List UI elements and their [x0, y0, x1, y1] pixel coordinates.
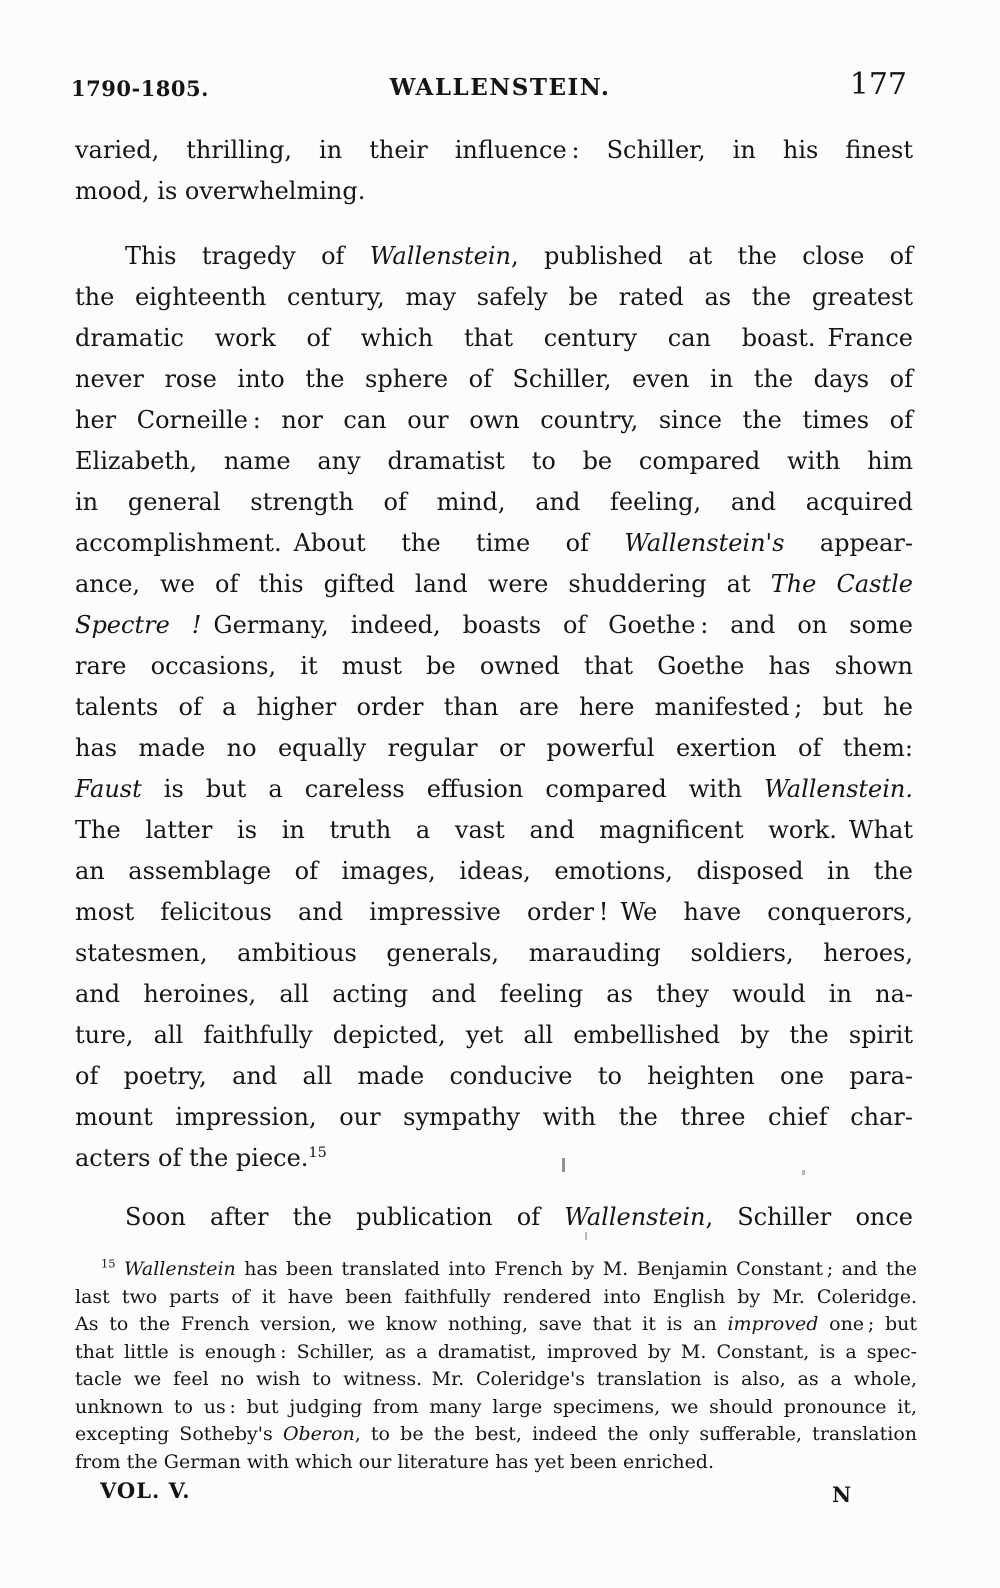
- text-line: [75, 1256, 917, 1284]
- text-run: ance, we of this gifted land were shuddering at: [75, 570, 771, 598]
- text-line: [75, 974, 913, 1015]
- text-run: [116, 1258, 124, 1280]
- text-run: one ; but: [818, 1313, 918, 1335]
- text-run: The latter is in truth a vast and magnificent work. What: [75, 816, 913, 844]
- italic-text: Wallenstein: [564, 1203, 706, 1231]
- text-line: [75, 1339, 917, 1367]
- scan-artifact: [585, 1232, 587, 1240]
- footnote-15: [75, 1256, 917, 1476]
- text-line: [75, 441, 913, 482]
- text-line: [75, 1197, 913, 1238]
- text-run: Germany, indeed, boasts of Goethe : and on some: [201, 611, 913, 639]
- text-line: [75, 1097, 913, 1138]
- paragraph-continuation: [75, 130, 913, 212]
- italic-text: Wallenstein.: [764, 775, 913, 803]
- text-run: has been translated into French by M. Benjamin Constant ; and the: [235, 1258, 917, 1280]
- text-line: [75, 728, 913, 769]
- text-line: [75, 1056, 913, 1097]
- text-line: [75, 400, 913, 441]
- text-run: mount impression, our sympathy with the three chief char-: [75, 1103, 913, 1131]
- text-run: , published at the close of: [511, 242, 913, 270]
- text-run: appear-: [784, 529, 913, 557]
- italic-text: Wallenstein: [369, 242, 511, 270]
- text-line: [75, 933, 913, 974]
- text-line: [75, 851, 913, 892]
- text-line: [75, 769, 913, 810]
- text-run: talents of a higher order than are here manifested ; but he: [75, 693, 913, 721]
- text-line: [75, 1421, 917, 1449]
- text-line: [75, 236, 913, 277]
- text-run: tacle we feel no wish to witness. Mr. Coleridge's translation is also, as a whole,: [75, 1368, 917, 1390]
- text-run: excepting Sotheby's: [75, 1423, 283, 1445]
- text-run: never rose into the sphere of Schiller, even in the days of: [75, 365, 913, 393]
- text-run: in general strength of mind, and feeling, and acquired: [75, 488, 913, 516]
- text-run: an assemblage of images, ideas, emotions, disposed in the: [75, 857, 913, 885]
- text-line: [75, 1311, 917, 1339]
- text-line: [75, 171, 913, 212]
- text-line: [75, 564, 913, 605]
- scan-artifact: [562, 1158, 565, 1172]
- text-run: of poetry, and all made conducive to heighten one para-: [75, 1062, 913, 1090]
- scan-artifact: [802, 1170, 805, 1175]
- text-line: [75, 130, 913, 171]
- text-run: dramatic work of which that century can boast. France: [75, 324, 913, 352]
- text-run: last two parts of it have been faithfully rendered into English by Mr. Coleridge.: [75, 1285, 917, 1308]
- text-line: [75, 1015, 913, 1056]
- text-run: Elizabeth, name any dramatist to be compared with him: [75, 447, 913, 475]
- text-line: [75, 892, 913, 933]
- italic-text: The Castle: [770, 570, 913, 598]
- paragraph-soon-after: [75, 1197, 913, 1238]
- page-header: [71, 67, 925, 104]
- text-line: [75, 1366, 917, 1394]
- text-run: Soon after the publication of: [125, 1203, 565, 1231]
- text-line: [75, 482, 913, 523]
- text-run: the eighteenth century, may safely be rated as the greatest: [75, 283, 913, 311]
- text-line: [75, 523, 913, 564]
- text-run: that little is enough : Schiller, as a dramatist, improved by M. Constant, is a spec-: [75, 1340, 917, 1363]
- paragraph-wallenstein-tragedy: [75, 236, 913, 1179]
- text-line: [75, 1449, 917, 1477]
- italic-text: Oberon: [282, 1423, 355, 1445]
- signature-mark: N: [832, 1482, 852, 1507]
- text-run: , Schiller once: [705, 1203, 913, 1231]
- date-range-label: 1790-1805.: [71, 76, 209, 101]
- text-line: [75, 318, 913, 359]
- text-run: her Corneille : nor can our own country, since the times of: [75, 406, 913, 434]
- text-line: [75, 646, 913, 687]
- text-run: ture, all faithfully depicted, yet all embellished by the spirit: [75, 1021, 913, 1049]
- text-run: accomplishment. About the time of: [75, 529, 625, 557]
- text-run: statesmen, ambitious generals, marauding soldiers, heroes,: [75, 939, 913, 967]
- text-run: varied, thrilling, in their influence : Schiller, in his finest: [75, 136, 913, 164]
- text-run: has made no equally regular or powerful exertion of them:: [75, 734, 913, 762]
- italic-text: Spectre !: [75, 611, 202, 639]
- text-line: [75, 1394, 917, 1422]
- text-run: unknown to us : but judging from many large specimens, we should pronounce it,: [75, 1395, 917, 1418]
- footnote-reference: 15: [101, 1256, 116, 1271]
- text-run: As to the French version, we know nothing, save that it is an: [75, 1313, 728, 1335]
- italic-text: Wallenstein's: [624, 529, 785, 557]
- text-line: [75, 359, 913, 400]
- page-number: 177: [849, 67, 907, 102]
- italic-text: improved: [727, 1313, 819, 1335]
- page-body: [75, 130, 913, 1238]
- text-run: and heroines, all acting and feeling as they would in na-: [75, 980, 913, 1008]
- text-run: rare occasions, it must be owned that Goethe has shown: [75, 652, 913, 680]
- text-line: [75, 1138, 913, 1179]
- italic-text: Faust: [75, 775, 142, 803]
- text-run: acters of the piece.: [75, 1144, 309, 1172]
- running-title: WALLENSTEIN.: [389, 74, 611, 101]
- italic-text: Wallenstein: [123, 1258, 236, 1280]
- text-line: [75, 605, 913, 646]
- text-run: from the German with which our literature has yet been enriched.: [75, 1450, 715, 1473]
- footnote-reference: 15: [308, 1145, 327, 1161]
- text-run: mood, is overwhelming.: [75, 177, 366, 205]
- text-line: [75, 277, 913, 318]
- text-run: This tragedy of: [125, 242, 370, 270]
- text-line: [75, 1284, 917, 1312]
- text-line: [75, 810, 913, 851]
- volume-label: VOL. V.: [100, 1478, 191, 1503]
- text-run: , to be the best, indeed the only sufferable, translation: [354, 1423, 918, 1445]
- text-run: most felicitous and impressive order ! We have conquerors,: [75, 898, 913, 926]
- text-line: [75, 687, 913, 728]
- text-run: is but a careless effusion compared with: [141, 775, 765, 803]
